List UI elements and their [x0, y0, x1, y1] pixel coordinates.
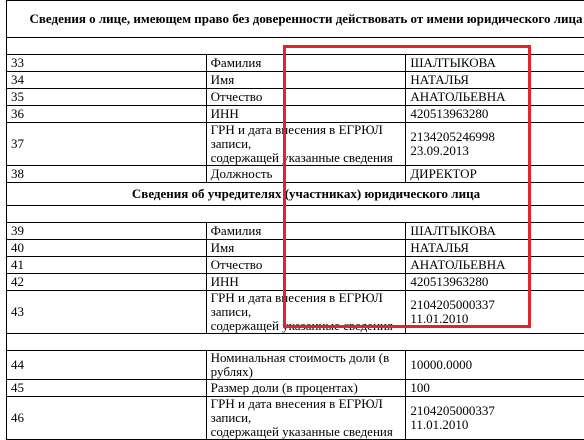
section-header-founders [7, 183, 584, 206]
row-number: 38 [7, 166, 207, 183]
blank-row [7, 38, 584, 55]
field-label: Отчество [206, 257, 406, 274]
table-row [7, 257, 584, 274]
table-row [7, 397, 584, 440]
table-row [7, 351, 584, 380]
record-date: 11.01.2010 [410, 418, 584, 432]
row-number: 34 [7, 72, 207, 89]
row-number: 41 [7, 257, 207, 274]
row-number: 37 [7, 123, 207, 166]
field-value: ШАЛТЫКОВА [406, 223, 584, 240]
row-number: 45 [7, 380, 207, 397]
section-title-founders: Сведения об учредителях (участниках) юридического лица [7, 183, 584, 206]
grn-number: 2104205000337 [410, 404, 584, 418]
field-label-line: содержащей указанные сведения [211, 425, 402, 439]
field-label [206, 397, 406, 440]
field-label: Размер доли (в процентах) [206, 380, 406, 397]
field-value: ШАЛТЫКОВА [406, 55, 584, 72]
section-header-director [7, 1, 584, 38]
field-label: Должность [206, 166, 406, 183]
table-row [7, 274, 584, 291]
grn-number: 2104205000337 [410, 298, 584, 312]
field-label: Имя [206, 240, 406, 257]
field-label: ИНН [206, 274, 406, 291]
table-row [7, 106, 584, 123]
egrul-extract-table [6, 0, 584, 440]
row-number: 33 [7, 55, 207, 72]
table-row [7, 240, 584, 257]
field-label-line: ГРН и дата внесения в ЕГРЮЛ записи, [211, 397, 402, 425]
field-label [206, 123, 406, 166]
field-value: ДИРЕКТОР [406, 166, 584, 183]
record-date: 23.09.2013 [410, 144, 584, 158]
field-value: 100 [406, 380, 584, 397]
field-label: Отчество [206, 89, 406, 106]
field-label [206, 291, 406, 334]
field-label-line: содержащей указанные сведения [211, 151, 402, 165]
field-label-line: ГРН и дата внесения в ЕГРЮЛ записи, [211, 291, 402, 319]
row-number: 39 [7, 223, 207, 240]
table-row [7, 123, 584, 166]
field-value [406, 397, 584, 440]
row-number: 43 [7, 291, 207, 334]
table-row [7, 89, 584, 106]
row-number: 40 [7, 240, 207, 257]
field-label: Фамилия [206, 55, 406, 72]
row-number: 46 [7, 397, 207, 440]
table-row [7, 55, 584, 72]
row-number: 44 [7, 351, 207, 380]
table-row [7, 380, 584, 397]
row-number: 35 [7, 89, 207, 106]
field-value: 10000.0000 [406, 351, 584, 380]
table-row [7, 291, 584, 334]
section-title-director: Сведения о лице, имеющем право без доверенности действовать от имени юридического лица [7, 1, 584, 38]
field-value: НАТАЛЬЯ [406, 240, 584, 257]
field-value: НАТАЛЬЯ [406, 72, 584, 89]
grn-number: 2134205246998 [410, 130, 584, 144]
record-date: 11.01.2010 [410, 312, 584, 326]
field-label-line: содержащей указанные сведения [211, 319, 402, 333]
field-value [406, 291, 584, 334]
field-value: 420513963280 [406, 274, 584, 291]
field-value: 420513963280 [406, 106, 584, 123]
field-label: Номинальная стоимость доли (в рублях) [206, 351, 406, 380]
field-value: АНАТОЛЬЕВНА [406, 89, 584, 106]
field-label-line: ГРН и дата внесения в ЕГРЮЛ записи, [211, 123, 402, 151]
blank-row [7, 334, 584, 351]
field-label: Фамилия [206, 223, 406, 240]
field-value: АНАТОЛЬЕВНА [406, 257, 584, 274]
table-row [7, 72, 584, 89]
table-row [7, 223, 584, 240]
row-number: 36 [7, 106, 207, 123]
field-label: ИНН [206, 106, 406, 123]
row-number: 42 [7, 274, 207, 291]
field-label: Имя [206, 72, 406, 89]
table-row [7, 166, 584, 183]
field-value [406, 123, 584, 166]
blank-row [7, 206, 584, 223]
